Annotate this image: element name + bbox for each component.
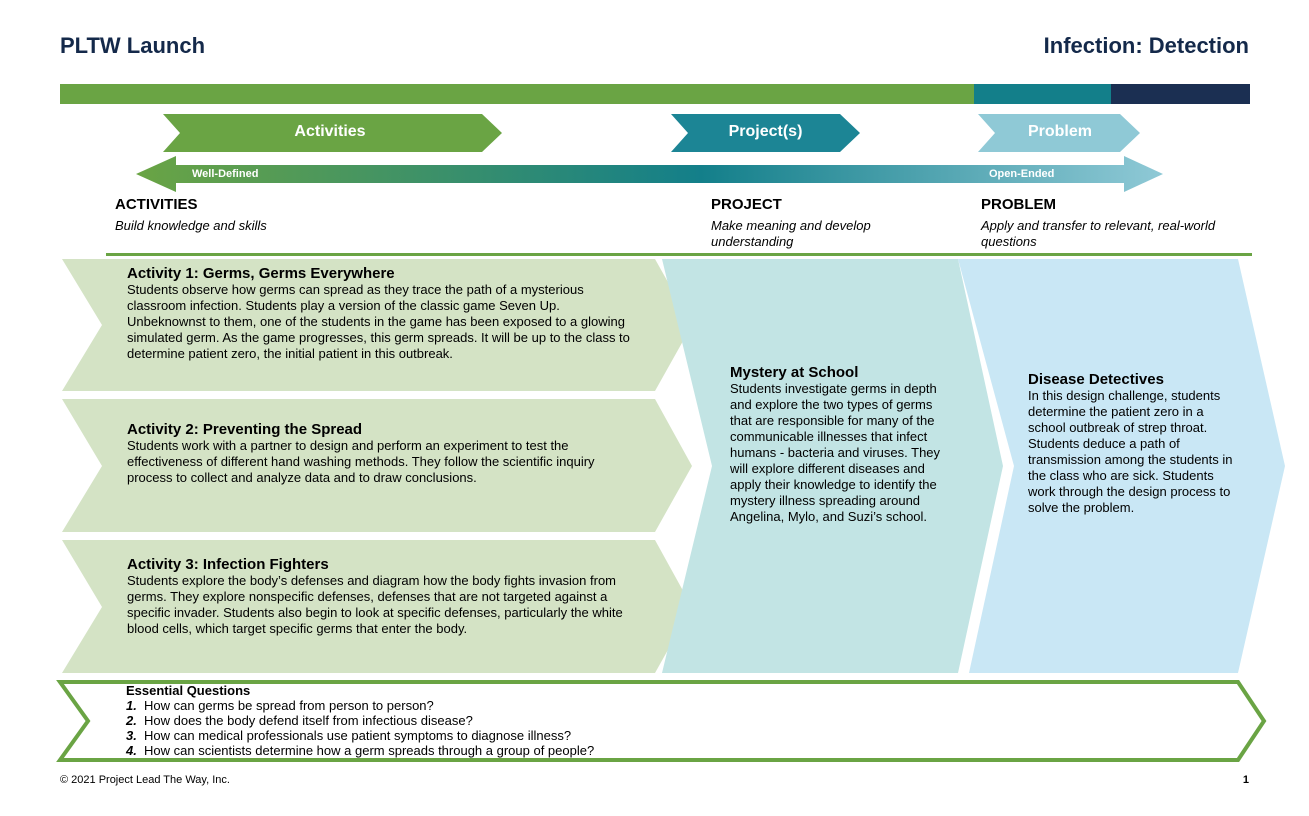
problem-title: Disease Detectives bbox=[1028, 371, 1164, 388]
problem-block bbox=[1028, 371, 1240, 516]
activity-3-body: Students explore the body’s defenses and diagram how the body fights invasion from germs. They explore nonspecific defenses, defenses that are not targeted against a specific invader. Students also begin to look at specific defenses, particularly the white blood cells, which target specific germs that enter the body. bbox=[127, 573, 623, 636]
header-left-title: PLTW Launch bbox=[60, 33, 206, 58]
activities-arrow-label: Activities bbox=[294, 123, 366, 140]
page-number: 1 bbox=[1242, 774, 1249, 786]
question-item bbox=[126, 728, 1226, 743]
scale-left-label: Well-Defined bbox=[192, 168, 259, 180]
activity-1 bbox=[127, 265, 637, 362]
projects-arrow-label: Project(s) bbox=[728, 123, 803, 140]
question-item bbox=[126, 713, 1226, 728]
question-number: 1. bbox=[126, 698, 137, 713]
question-number: 2. bbox=[126, 713, 137, 728]
activity-2-title: Activity 2: Preventing the Spread bbox=[127, 421, 363, 438]
activity-1-body: Students observe how germs can spread as they trace the path of a mysterious classroom infection. Students play a version of the classic game Seven Up. Unbeknownst to them, one of the students in the game has been exposed to a glowing simulated germ. As the game progresses, this germ spreads. It will be up to the class to determine patient zero, the initial patient in this outbreak. bbox=[127, 282, 630, 361]
problem-column-title: PROBLEM bbox=[981, 196, 1056, 213]
question-text: How does the body defend itself from infectious disease? bbox=[144, 713, 473, 728]
project-block bbox=[730, 364, 955, 525]
activities-column-title: ACTIVITIES bbox=[115, 196, 198, 213]
essential-questions bbox=[126, 684, 1226, 758]
footer-copyright: © 2021 Project Lead The Way, Inc. bbox=[60, 774, 230, 786]
project-title: Mystery at School bbox=[730, 364, 859, 381]
activity-2 bbox=[127, 421, 637, 486]
question-text: How can scientists determine how a germ spreads through a group of people? bbox=[144, 743, 595, 758]
problem-arrow-label: Problem bbox=[1027, 123, 1092, 140]
question-number: 4. bbox=[126, 743, 137, 758]
project-body: Students investigate germs in depth and explore the two types of germs that are responsible for many of the communicable illnesses that infect humans - bacteria and viruses. They will explore different diseases and apply their knowledge to identify the mystery illness spreading around Angelina, Mylo, and Suzi’s school. bbox=[730, 381, 941, 524]
scale-right-label: Open-Ended bbox=[989, 168, 1055, 180]
question-text: How can germs be spread from person to person? bbox=[144, 698, 434, 713]
question-item bbox=[126, 743, 1226, 758]
project-column-title: PROJECT bbox=[711, 196, 782, 213]
header-right-title: Infection: Detection bbox=[1043, 33, 1249, 58]
question-number: 3. bbox=[126, 728, 137, 743]
question-item bbox=[126, 698, 1226, 713]
activity-1-title: Activity 1: Germs, Germs Everywhere bbox=[127, 265, 395, 282]
activities-column-subtitle: Build knowledge and skills bbox=[115, 218, 267, 233]
project-column-subtitle: Make meaning and develop understanding bbox=[711, 218, 871, 249]
activity-3 bbox=[127, 556, 637, 637]
activity-3-title: Activity 3: Infection Fighters bbox=[127, 556, 329, 573]
question-text: How can medical professionals use patient symptoms to diagnose illness? bbox=[144, 728, 572, 743]
essential-questions-title: Essential Questions bbox=[126, 683, 251, 698]
activity-2-body: Students work with a partner to design and perform an experiment to test the effectiveness of different hand washing methods. They follow the scientific inquiry process to collect and analyze data and to draw conclusions. bbox=[127, 438, 595, 485]
problem-column-subtitle: Apply and transfer to relevant, real-world questions bbox=[981, 218, 1216, 249]
problem-body: In this design challenge, students determine the patient zero in a school outbreak of strep throat. Students deduce a path of transmission among the students in the class who are sick. Students work through the design process to solve the problem. bbox=[1028, 388, 1233, 515]
